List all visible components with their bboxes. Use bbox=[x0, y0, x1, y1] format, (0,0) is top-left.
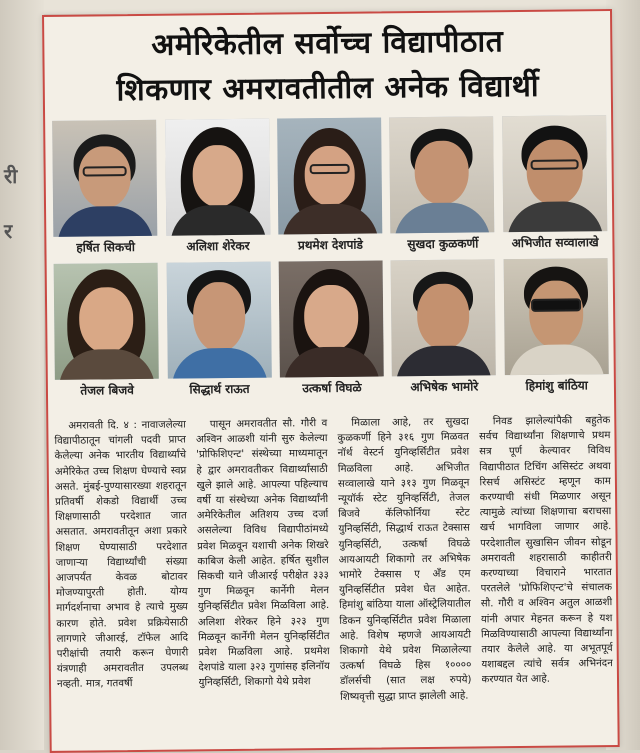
student-name: अलिशा शेरेकर bbox=[186, 238, 250, 254]
student-name: हर्षित सिकची bbox=[76, 240, 136, 255]
student-card bbox=[390, 259, 498, 395]
student-name: सुखदा कुळकर्णी bbox=[407, 236, 479, 252]
headline-line-2: शिकणार अमरावतीतील अनेक विद्यार्थी bbox=[116, 68, 540, 109]
paragraph: निवड झालेल्यांपैकी बहुतेक सर्वच विद्यार्थ्यांना शिक्षणाचे प्रथम सत्र पूर्ण केल्यावर विविध विद्यापीठात टिचिंग असिस्टंट अथवा रिसर्च असिस्टंट म्हणून काम करण्याची संधी मिळणार असून त्यामुळे त्यांच्या शिक्षणाचा बराचसा खर्च भागविला जाणार आहे. परदेशातील सुखासिन जीवन सोडून अमरावती शहरासाठी काहीतरी करण्याच्या विचाराने भारतात परतलेले 'प्रोफिशिएन्ट'चे संचालक सौ. गौरी व अश्विन अतुल आळशी यांनी अपार मेहनत करून हे यश मिळविण्यासाठी आपल्या विद्यार्थ्यांना तयार केलेले आहे. या अभूतपूर्व यशाबद्दल त्यांचे सर्वत्र अभिनंदन करण्यात येत आहे. bbox=[478, 415, 613, 686]
student-photo bbox=[166, 262, 271, 379]
student-photo-grid bbox=[51, 115, 610, 399]
article-column-3 bbox=[337, 415, 472, 746]
student-name: अभिजीत सव्वालाखे bbox=[511, 235, 599, 251]
news-article bbox=[42, 9, 620, 753]
article-column-4 bbox=[479, 413, 614, 744]
student-card bbox=[51, 120, 159, 256]
adjacent-page-left bbox=[0, 0, 44, 750]
student-card bbox=[388, 116, 496, 252]
student-photo bbox=[279, 260, 384, 377]
student-photo bbox=[502, 115, 607, 232]
student-name: हिमांशु बांठिया bbox=[525, 378, 588, 393]
student-name: सिद्धार्थ राऊत bbox=[189, 381, 250, 397]
paragraph: अमरावती दि. ४ : नावाजलेल्या विद्यापीठातून चांगली पदवी प्राप्त केलेल्या अनेक भारतीय विद्यार्थ्यांचे अमेरिकेत उच्च शिक्षण घेण्याचे स्वप्न असते. मुंबई-पुण्यासारख्या शहरातून प्रतिवर्षी शेकडो विद्यार्थी उच्च शिक्षणासाठी परदेशात जात असतात. अमरावतीतून अशा प्रकारे शिक्षण घेण्यासाठी परदेशात जाणाऱ्या विद्यार्थ्यांची संख्या आजपर्यंत केवळ बोटावर मोजण्यापुरती होती. योग्य मार्गदर्शनाचा अभाव हे त्याचे मुख्य कारण होते. प्रवेश प्रक्रियेसाठी लागणारे जीआरई, टॉफेल आदि परीक्षांची तयारी करून घेणारी यंत्रणाही अमरावतीत उपलब्ध नव्हती. मात्र, गतवर्षी bbox=[54, 419, 189, 691]
article-column-2 bbox=[196, 416, 331, 747]
student-card bbox=[165, 262, 273, 398]
adjacent-text-fragment: री bbox=[4, 164, 18, 188]
student-card bbox=[276, 117, 384, 253]
article-body bbox=[54, 413, 613, 749]
student-card bbox=[164, 119, 272, 255]
student-card bbox=[277, 260, 385, 396]
student-photo bbox=[165, 119, 270, 236]
student-photo bbox=[391, 259, 496, 376]
paragraph: मिळाला आहे, तर सुखदा कुळकर्णी हिने ३१६ गुण मिळवत नॉर्थ वेस्टर्न युनिव्हर्सिटीत प्रवेश मिळविला आहे. अभिजीत सव्वालाखे याने ३१३ गुण मिळवून न्यूयॉर्क स्टेट युनिव्हर्सिटी, तेजल बिजवे कॅलिफोर्निया स्टेट युनिव्हर्सिटी, सिद्धार्थ राऊत टेक्सास युनिव्हर्सिटी, उत्कर्षा विघळे आयआयटी शिकागो तर अभिषेक भामोरे टेक्सास ए अँड एम युनिव्हर्सिटीत प्रवेश घेत आहेत. हिमांशु बांठिया याला ऑस्ट्रेलियातील डिकन युनिव्हर्सिटीत प्रवेश मिळाला आहे. विशेष म्हणजे आयआयटी शिकागो येथे प्रवेश मिळालेल्या उत्कर्षा विघळे हिस १०००० डॉलर्सची (सात लक्ष रुपये) शिष्यवृत्ती सुद्धा प्राप्त झालेली आहे. bbox=[337, 416, 472, 703]
student-name: उत्कर्षा विघळे bbox=[302, 380, 362, 396]
student-photo bbox=[277, 117, 382, 234]
student-photo bbox=[52, 120, 157, 237]
student-photo bbox=[54, 263, 159, 380]
student-photo bbox=[389, 116, 494, 233]
student-name: अभिषेक भामोरे bbox=[410, 379, 479, 395]
paragraph: पासून अमरावतीत सौ. गौरी व अश्विन आळशी यांनी सुरु केलेल्या 'प्रोफिशिएन्ट' संस्थेच्या माध्यमातून हे द्वार अमरावतीकर विद्यार्थ्यांसाठी खुले झाले आहे. आपल्या पहिल्याच वर्षी या संस्थेच्या अनेक विद्यार्थ्यांनी अमेरिकेतील अतिशय उच्च दर्जा असलेल्या विविध विद्यापीठांमध्ये प्रवेश मिळवून यशाची अनेक शिखरे काबिज केली आहेत. हर्षित सुशील सिकची याने जीआरई परीक्षेत ३३३ गुण मिळवून कार्नेगी मेलन युनिव्हर्सिटीत प्रवेश मिळविला आहे. अलिशा शेरेकर हिने ३२३ गुण मिळवून कार्नेगी मेलन युनिव्हर्सिटीत प्रवेश मिळविला आहे. प्रथमेश देशपांडे याला ३२३ गुणांसह इलिनॉय युनिव्हर्सिटी, शिकागो येथे प्रवेश bbox=[195, 418, 330, 689]
student-name: तेजल बिजवे bbox=[80, 383, 135, 398]
student-name: प्रथमेश देशपांडे bbox=[297, 237, 363, 253]
adjacent-text-fragment: र bbox=[4, 219, 13, 243]
student-photo bbox=[503, 258, 608, 375]
headline-line-1: अमेरिकेतील सर्वोच्च विद्यापीठात bbox=[151, 24, 504, 63]
student-card bbox=[53, 263, 161, 399]
student-card bbox=[502, 258, 610, 394]
student-card bbox=[501, 115, 609, 251]
article-column-1 bbox=[54, 418, 189, 749]
